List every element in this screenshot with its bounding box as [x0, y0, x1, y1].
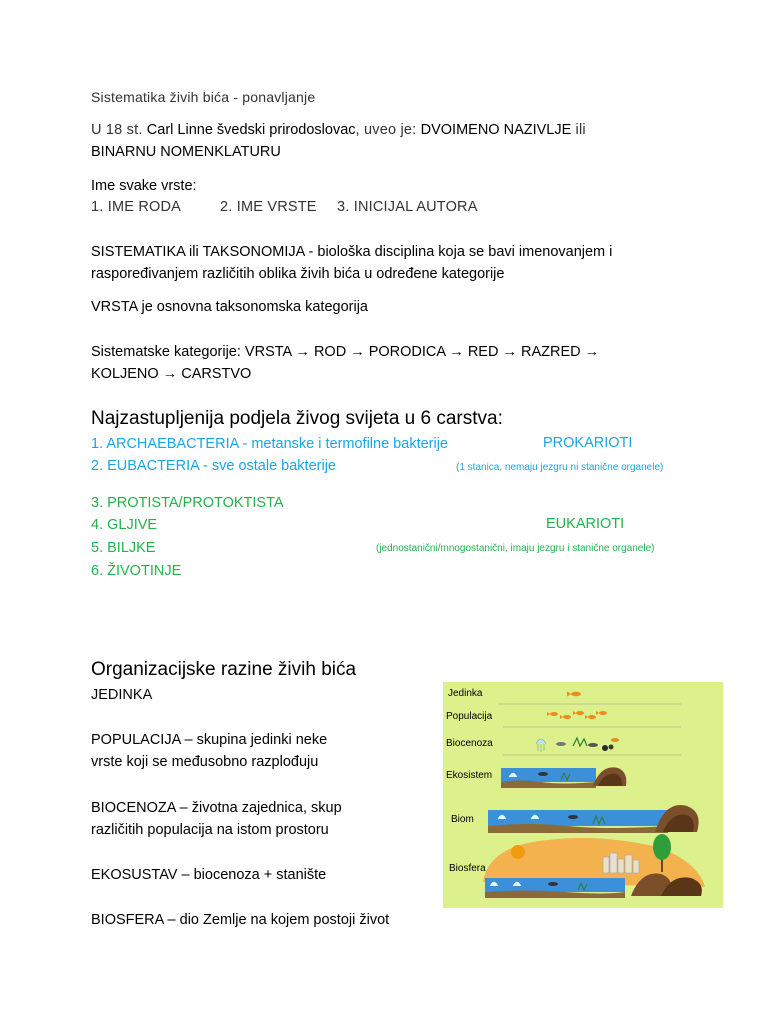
intro-linne: Carl Linne švedski prirodoslovac — [146, 122, 356, 138]
level-label-biocenoza: Biocenoza — [446, 738, 493, 749]
level-label-jedinka: Jedinka — [448, 688, 483, 699]
eukarioti-label: EUKARIOTI — [546, 516, 625, 532]
intro-line-1 — [91, 121, 586, 139]
organization-levels-figure — [443, 682, 723, 908]
intro-dvoimeno: DVOIMENO NAZIVLJE — [420, 122, 572, 138]
kingdom-3: 3. PROTISTA/PROTOKTISTA — [91, 495, 284, 511]
ecosystem-icon — [501, 767, 626, 788]
ekosustav-text: EKOSUSTAV – biocenoza + stanište — [91, 867, 327, 883]
name-item-1: 1. IME RODA — [91, 199, 182, 215]
organization-heading: Organizacijske razine živih bića — [91, 659, 357, 680]
intro-year: U 18 st. — [91, 122, 147, 138]
kingdom-1: 1. ARCHAEBACTERIA - metanske i termofilne bakterije — [91, 436, 448, 452]
kingdoms-heading: Najzastupljenija podjela živog svijeta u 6 carstva: — [91, 408, 503, 429]
jedinka-text: JEDINKA — [91, 687, 153, 703]
kategorije-line-2: KOLJENO → CARSTVO — [91, 366, 252, 382]
sistematika-line-2: raspoređivanjem različitih oblika živih bića u određene kategorije — [91, 266, 505, 282]
level-label-populacija: Populacija — [446, 711, 493, 722]
name-item-2: 2. IME VRSTE — [220, 199, 317, 215]
name-item-3: 3. INICIJAL AUTORA — [337, 199, 478, 215]
intro-line-2: BINARNU NOMENKLATURU — [91, 144, 281, 160]
populacija-line-2: vrste koji se međusobno razplođuju — [91, 754, 319, 770]
prokarioti-note: (1 stanica, nemaju jezgru ni stanične organele) — [456, 462, 664, 473]
biocenoza-line-1: BIOCENOZA – životna zajednica, skup — [91, 800, 342, 816]
intro-ili: ili — [571, 122, 586, 138]
level-label-biom: Biom — [451, 814, 474, 825]
kingdom-6: 6. ŽIVOTINJE — [91, 563, 182, 579]
kingdom-4: 4. GLJIVE — [91, 517, 158, 533]
level-label-biosfera: Biosfera — [449, 863, 486, 874]
names-heading: Ime svake vrste: — [91, 178, 197, 194]
biosfera-text: BIOSFERA – dio Zemlje na kojem postoji život — [91, 912, 390, 928]
intro-introduced: , uveo je: — [355, 122, 421, 138]
biocenoza-line-2: različitih populacija na istom prostoru — [91, 822, 329, 838]
sistematika-line-1: SISTEMATIKA ili TAKSONOMIJA - biološka disciplina koja se bavi imenovanjem i — [91, 244, 613, 260]
prokarioti-label: PROKARIOTI — [543, 435, 633, 451]
sun-icon — [511, 845, 525, 859]
page-title: Sistematika živih bića - ponavljanje — [91, 89, 316, 105]
kategorije-line-1: Sistematske kategorije: VRSTA → ROD → PORODICA → RED → RAZRED → — [91, 344, 600, 360]
vrsta-definition: VRSTA je osnovna taksonomska kategorija — [91, 299, 368, 315]
eukarioti-note: (jednostanični/mnogostanični, imaju jezgru i stanične organele) — [376, 543, 655, 554]
kingdom-2: 2. EUBACTERIA - sve ostale bakterije — [91, 458, 336, 474]
level-label-ekosistem: Ekosistem — [446, 770, 493, 781]
populacija-line-1: POPULACIJA – skupina jedinki neke — [91, 732, 328, 748]
kingdom-5: 5. BILJKE — [91, 540, 156, 556]
